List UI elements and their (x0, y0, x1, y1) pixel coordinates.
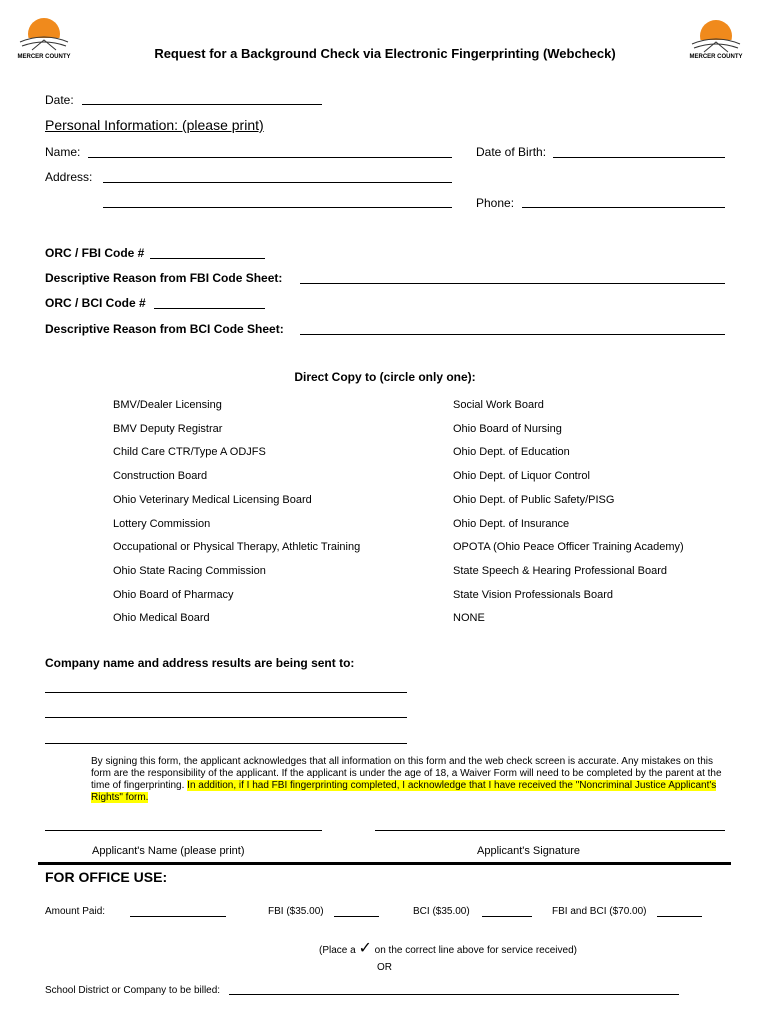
company-field-line1[interactable] (45, 692, 407, 693)
list-item[interactable]: Ohio Dept. of Insurance (453, 517, 570, 530)
amount-paid-field[interactable] (130, 916, 226, 917)
dob-field[interactable] (553, 157, 725, 158)
list-item[interactable]: Ohio Dept. of Public Safety/PISG (453, 493, 615, 506)
direct-copy-left-list (113, 394, 360, 631)
sunrise-logo-icon (686, 14, 746, 70)
company-field-line3[interactable] (45, 743, 407, 744)
list-item[interactable]: Ohio State Racing Commission (113, 564, 266, 577)
personal-info-heading: Personal Information: (please print) (45, 117, 264, 133)
place-check-prefix: (Place a (319, 945, 356, 956)
applicant-signature-label: Applicant's Signature (477, 845, 580, 857)
company-field-line2[interactable] (45, 717, 407, 718)
list-item[interactable]: State Speech & Hearing Professional Board (453, 564, 668, 577)
county-logo-right (686, 14, 746, 70)
date-field[interactable] (82, 104, 322, 105)
list-item[interactable]: Construction Board (113, 470, 208, 483)
list-item[interactable]: Lottery Commission (113, 517, 211, 530)
list-item[interactable]: NONE (453, 612, 485, 625)
logo-text: MERCER COUNTY (17, 54, 71, 60)
bci-fee-field[interactable] (482, 916, 532, 917)
or-label: OR (377, 962, 392, 973)
list-item[interactable]: Ohio Dept. of Liquor Control (453, 470, 590, 483)
office-divider (38, 862, 731, 865)
fbi-code-field[interactable] (150, 258, 265, 259)
acknowledgement-plain: By signing this form, the applicant acknowledges that all information on this form and the web check screen is accurate. Any mistakes on this form are the responsibility of the applicant. If the applicant is under the age of 18, a Waiver Form will need to be completed by the parent at the time of fingerprinting. (91, 756, 722, 791)
list-item[interactable]: Ohio Dept. of Education (453, 446, 570, 459)
list-item[interactable]: Social Work Board (453, 399, 544, 411)
acknowledgement-text (91, 756, 725, 804)
bci-reason-label: Descriptive Reason from BCI Code Sheet: (45, 322, 284, 336)
fbi-reason-field[interactable] (300, 283, 725, 284)
list-item[interactable]: Ohio Veterinary Medical Licensing Board (113, 493, 312, 506)
direct-copy-right-list (453, 394, 684, 631)
address-field-line1[interactable] (103, 182, 452, 183)
list-item[interactable]: Child Care CTR/Type A ODJFS (113, 446, 266, 459)
bci-code-label: ORC / BCI Code # (45, 296, 146, 310)
applicant-name-label: Applicant's Name (please print) (92, 845, 245, 857)
dob-label: Date of Birth: (476, 145, 547, 159)
bci-code-field[interactable] (154, 308, 265, 309)
checkmark-icon: ✓ (358, 940, 372, 957)
list-item[interactable]: State Vision Professionals Board (453, 588, 613, 601)
both-fee-label: FBI and BCI ($70.00) (552, 906, 647, 917)
billed-label: School District or Company to be billed: (45, 985, 221, 996)
list-item[interactable]: Ohio Board of Nursing (453, 422, 562, 435)
list-item[interactable]: BMV Deputy Registrar (113, 422, 223, 435)
both-fee-field[interactable] (657, 916, 702, 917)
office-heading: FOR OFFICE USE: (45, 869, 168, 885)
fbi-fee-label: FBI ($35.00) (268, 906, 324, 917)
page-title: Request for a Background Check via Electronic Fingerprinting (Webcheck) (154, 46, 616, 61)
amount-paid-label: Amount Paid: (45, 906, 106, 917)
applicant-name-field[interactable] (45, 830, 322, 831)
billed-field[interactable] (229, 994, 679, 995)
bci-reason-field[interactable] (300, 334, 725, 335)
fbi-reason-label: Descriptive Reason from FBI Code Sheet: (45, 271, 283, 285)
list-item[interactable]: Ohio Medical Board (113, 612, 210, 625)
name-field[interactable] (88, 157, 452, 158)
logo-text: MERCER COUNTY (689, 54, 743, 60)
applicant-signature-field[interactable] (375, 830, 725, 831)
date-label: Date: (45, 93, 74, 107)
address-label: Address: (45, 170, 93, 184)
fbi-fee-field[interactable] (334, 916, 379, 917)
company-heading: Company name and address results are being sent to: (45, 656, 355, 670)
place-check-suffix: on the correct line above for service received) (374, 945, 577, 956)
name-label: Name: (45, 145, 81, 159)
phone-field[interactable] (522, 207, 725, 208)
list-item[interactable]: OPOTA (Ohio Peace Officer Training Academy) (453, 541, 684, 554)
list-item[interactable]: Ohio Board of Pharmacy (113, 588, 234, 601)
list-item[interactable]: Occupational or Physical Therapy, Athletic Training (113, 541, 361, 554)
list-item[interactable]: BMV/Dealer Licensing (113, 399, 222, 411)
phone-label: Phone: (476, 196, 515, 210)
direct-copy-heading: Direct Copy to (circle only one): (294, 370, 476, 384)
address-field-line2[interactable] (103, 207, 452, 208)
bci-fee-label: BCI ($35.00) (413, 906, 470, 917)
acknowledgement-highlight: In addition, if I had FBI fingerprinting completed, I acknowledge that I have received the "Noncriminal Justice Applicant's Rights" form. (91, 780, 717, 803)
fbi-code-label: ORC / FBI Code # (45, 246, 145, 260)
place-check-note (319, 938, 577, 958)
